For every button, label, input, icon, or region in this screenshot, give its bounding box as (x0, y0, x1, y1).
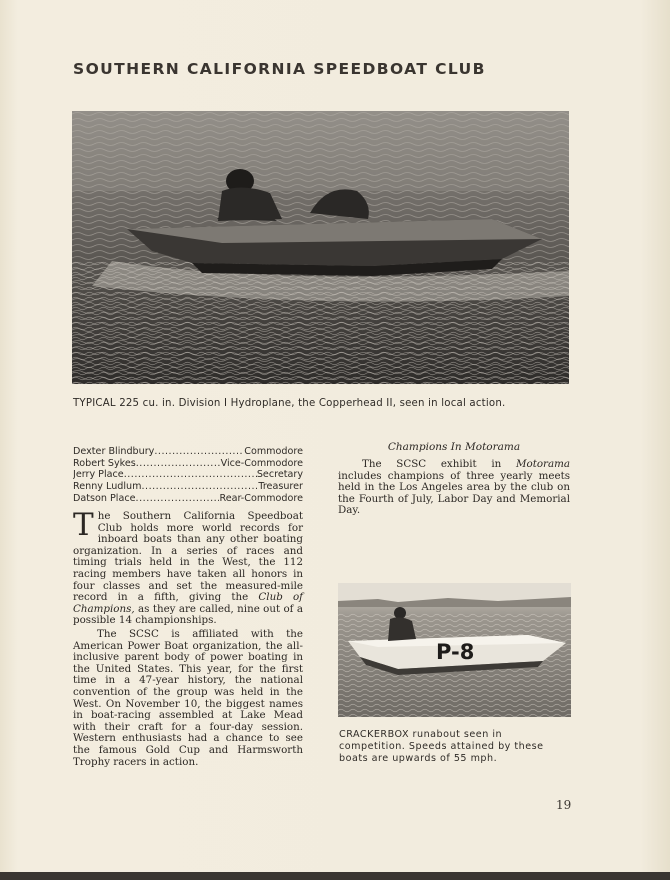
motorama-paragraph: The SCSC exhibit in Motorama includes champions of three yearly meets held in the Los Angeles area by the club on the Fourth of July, Labor Day and Memorial Day. (338, 458, 570, 517)
boat-number-label: P-8 (436, 640, 475, 664)
officer-row: Jerry Place ..... Secretary (73, 469, 303, 481)
officer-row: Renny Ludlum ..... Treasurer (73, 481, 303, 493)
top-photo-caption: TYPICAL 225 cu. in. Division I Hydroplane, the Copperhead II, seen in local action. (73, 398, 506, 409)
motorama-heading: Champions In Motorama (387, 441, 521, 453)
page-number: 19 (556, 798, 572, 812)
officer-row: Robert Sykes ..... Vice-Commodore (73, 458, 303, 470)
bottom-photo-caption: CRACKERBOX runabout seen in competition. Speeds attained by these boats are upwards of 55 mph. (339, 729, 544, 764)
article-paragraph-2: The SCSC is affiliated with the American Power Boat organization, the all-inclusive parent body of power boating in the United States. This year, for the first time in a 47-year history, the national convention of the group was held in the West. On November 10, the biggest names in boat-racing assembled at Lake Mead with their craft for a four-day session. Western enthusiasts had a chance to see the famous Gold Cup and Harmsworth Trophy racers in action. (73, 628, 303, 768)
officer-row: Datson Place ..... Rear-Commodore (73, 493, 303, 505)
bottom-edge-shadow (0, 872, 670, 880)
drop-cap: T (73, 507, 94, 543)
officer-row: Dexter Blindbury ..... Commodore (73, 446, 303, 458)
officers-list (73, 446, 303, 505)
article-paragraph-1: The Southern California Speedboat Club holds more world records for inboard boats than any other boating organization. In a series of races and timing trials held in the West, the 112 racing members have taken all honors in four classes and set the measured-mile record in a fifth, giving the Club of Champions, as they are called, nine out of a possible 14 championships. (73, 507, 303, 627)
hydroplane-photo (72, 111, 569, 384)
crackerbox-photo (338, 583, 571, 717)
page-title: SOUTHERN CALIFORNIA SPEEDBOAT CLUB (73, 60, 486, 78)
